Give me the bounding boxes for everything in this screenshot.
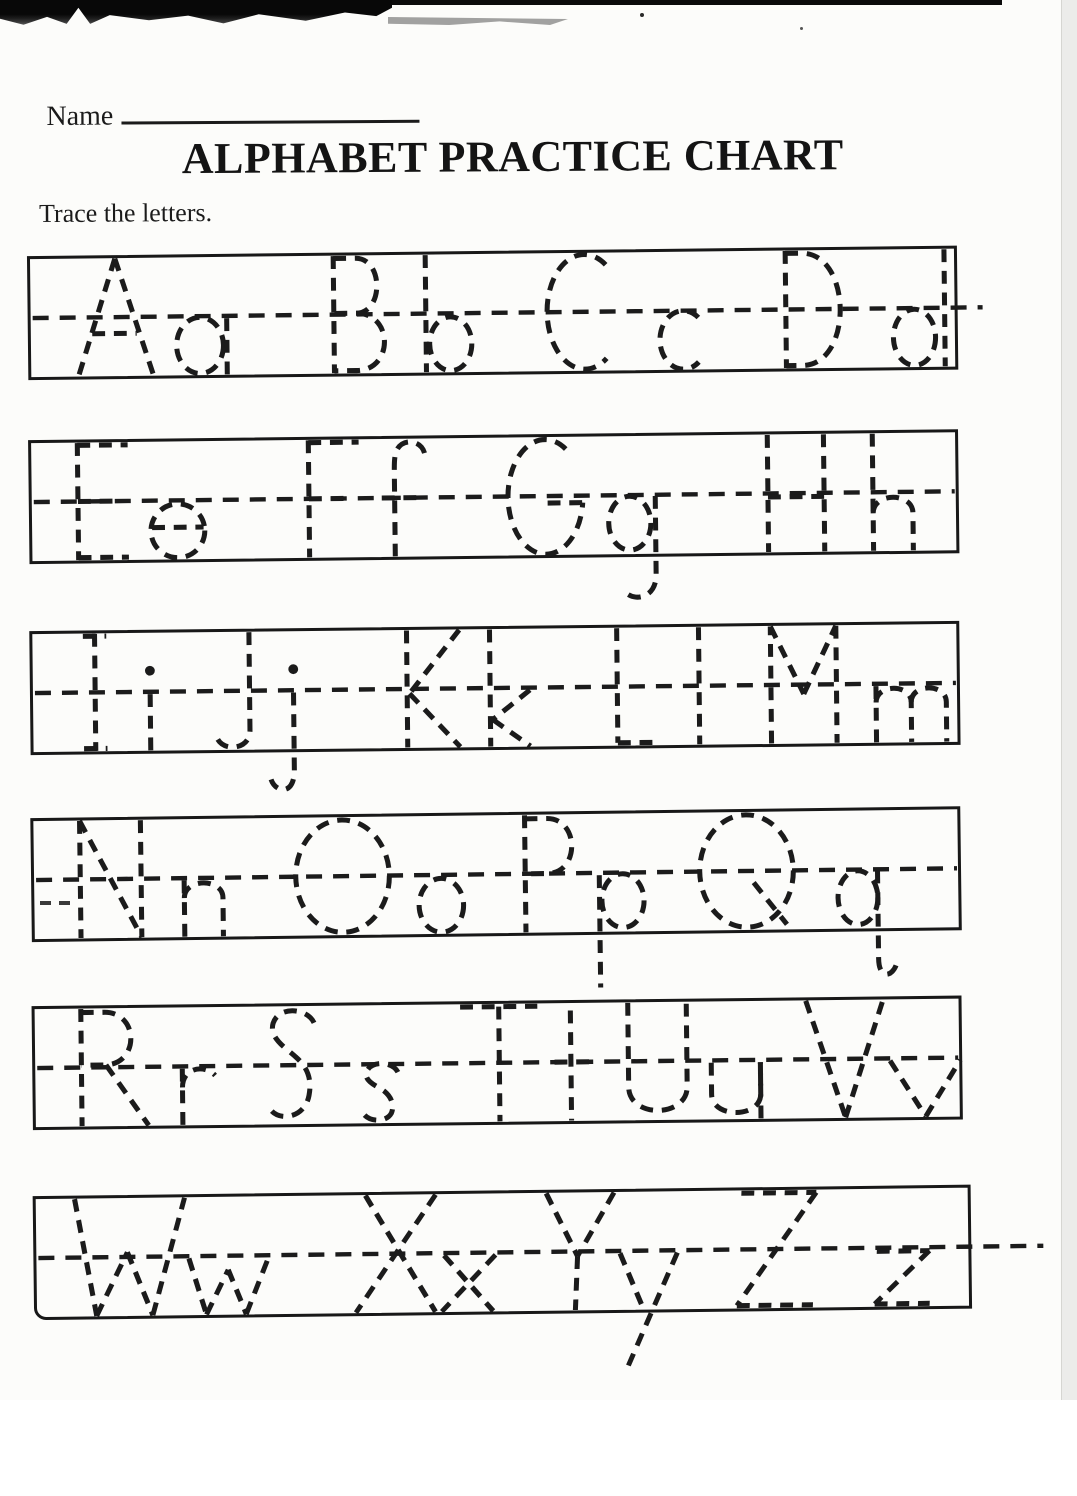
trace-row-3 bbox=[29, 621, 960, 755]
trace-letter-upper-v bbox=[805, 999, 884, 1117]
trace-letter-lower-r bbox=[182, 1068, 215, 1125]
trace-letter-lower-x bbox=[441, 1254, 495, 1311]
trace-letter-lower-i bbox=[144, 665, 155, 750]
trace-row-2 bbox=[28, 429, 959, 564]
midline-row-3 bbox=[34, 682, 955, 692]
trace-letter-lower-e bbox=[150, 503, 204, 557]
trace-row-4 bbox=[30, 806, 962, 942]
trace-letter-upper-w bbox=[69, 1197, 184, 1315]
letter-dot bbox=[288, 664, 298, 674]
scan-artifact-page-edge bbox=[1061, 0, 1077, 1400]
trace-letter-lower-z bbox=[874, 1250, 931, 1303]
trace-letter-lower-g bbox=[608, 495, 656, 597]
instruction-text: Trace the letters. bbox=[39, 198, 212, 229]
trace-letter-lower-v bbox=[890, 1059, 961, 1116]
trace-letter-lower-w bbox=[186, 1257, 268, 1314]
trace-row-5 bbox=[32, 996, 963, 1131]
trace-letter-lower-o bbox=[418, 878, 463, 932]
trace-letter-upper-b bbox=[333, 255, 385, 373]
trace-letter-lower-j bbox=[269, 664, 299, 790]
trace-row-1 bbox=[27, 246, 958, 381]
trace-letter-lower-t bbox=[553, 1010, 591, 1120]
trace-letter-upper-u bbox=[627, 1002, 687, 1111]
trace-letter-lower-p bbox=[599, 873, 645, 987]
scan-speck bbox=[640, 13, 644, 17]
trace-letter-lower-m bbox=[875, 685, 946, 742]
trace-letter-lower-q bbox=[837, 870, 897, 975]
name-blank-line bbox=[121, 100, 419, 125]
scan-speck bbox=[800, 27, 803, 30]
name-line bbox=[46, 99, 419, 133]
page-title: ALPHABET PRACTICE CHART bbox=[0, 128, 1029, 185]
scan-artifact-margin-mark bbox=[40, 901, 76, 905]
trace-letter-lower-n bbox=[184, 880, 223, 937]
letter-dot bbox=[144, 665, 154, 675]
trace-letter-upper-p bbox=[524, 814, 572, 932]
name-label: Name bbox=[46, 101, 113, 132]
trace-letter-lower-c bbox=[659, 310, 698, 369]
trace-letter-lower-u bbox=[711, 1062, 761, 1119]
trace-letter-lower-a bbox=[176, 317, 227, 375]
trace-letter-upper-f bbox=[308, 439, 360, 557]
trace-letter-upper-r bbox=[80, 1008, 148, 1126]
trace-letter-upper-g bbox=[507, 439, 583, 555]
trace-row-6 bbox=[33, 1185, 972, 1320]
trace-letter-lower-y bbox=[615, 1252, 677, 1365]
midline-row-4 bbox=[36, 868, 957, 880]
midline-row-6 bbox=[38, 1245, 1043, 1257]
trace-letter-lower-s bbox=[361, 1063, 398, 1120]
